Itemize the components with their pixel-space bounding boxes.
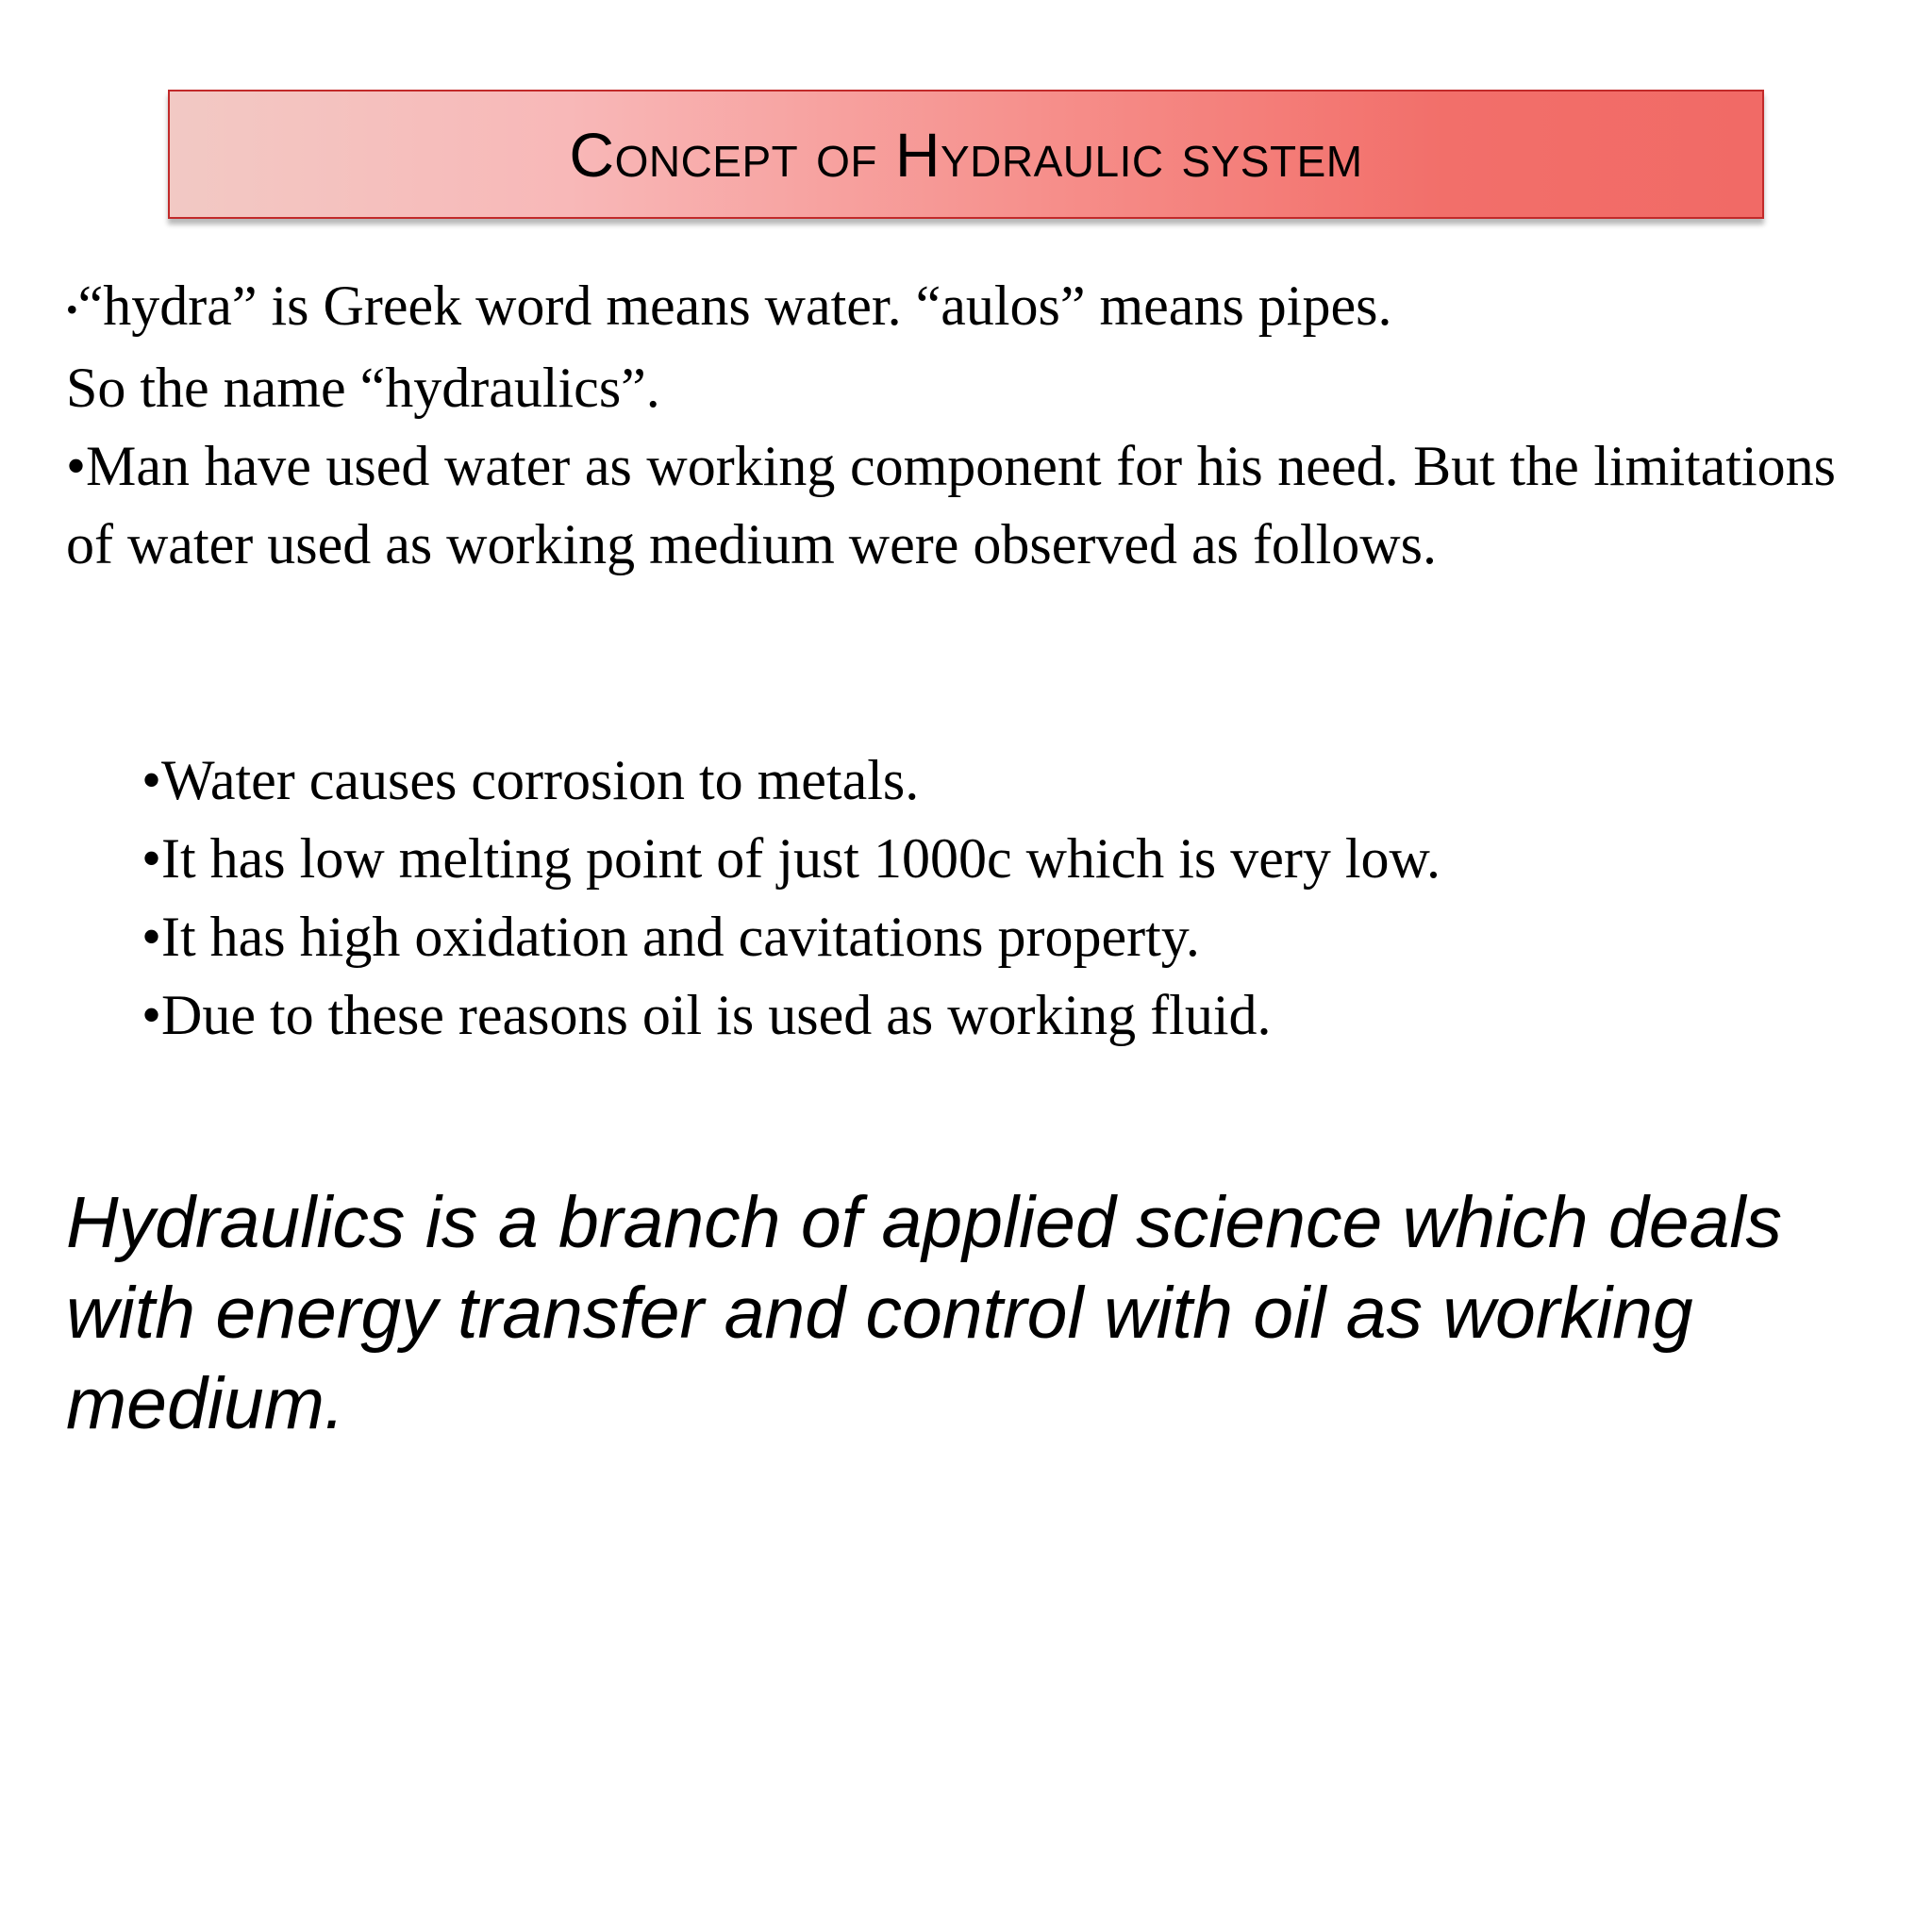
list-item-text: It has low melting point of just 1000c which is very low. [161, 827, 1441, 890]
intro-bullet-1-line-1 [66, 267, 1836, 349]
bullet-symbol: • [66, 435, 87, 497]
intro-bullet-1-text: “hydra” is Greek word means water. “aulos” means pipes. [77, 275, 1392, 337]
intro-bullet-2-text: Man have used water as working component for his need. But the limitations of water used as working medium were observed as follows. [66, 435, 1836, 575]
bullet-symbol: • [142, 984, 162, 1046]
bullet-symbol: • [66, 291, 78, 328]
list-item [142, 820, 1840, 898]
list-item-text: Due to these reasons oil is used as working fluid. [161, 984, 1272, 1046]
intro-text [66, 267, 1836, 584]
list-item [142, 898, 1840, 976]
slide-title: Concept of Hydraulic system [569, 119, 1363, 190]
title-banner [168, 90, 1764, 219]
list-item-text: It has high oxidation and cavitations property. [161, 906, 1200, 968]
definition-text: Hydraulics is a branch of applied science which deals with energy transfer and control with oil as working medium. [66, 1182, 1783, 1444]
bullet-symbol: • [142, 906, 162, 968]
list-item [142, 976, 1840, 1055]
intro-bullet-2 [66, 427, 1836, 584]
bullet-symbol: • [142, 827, 162, 890]
list-item [142, 741, 1840, 820]
intro-bullet-1-line-2: So the name “hydraulics”. [66, 357, 660, 419]
list-item-text: Water causes corrosion to metals. [161, 749, 920, 811]
limitations-list [142, 741, 1840, 1055]
bullet-symbol: • [142, 749, 162, 811]
